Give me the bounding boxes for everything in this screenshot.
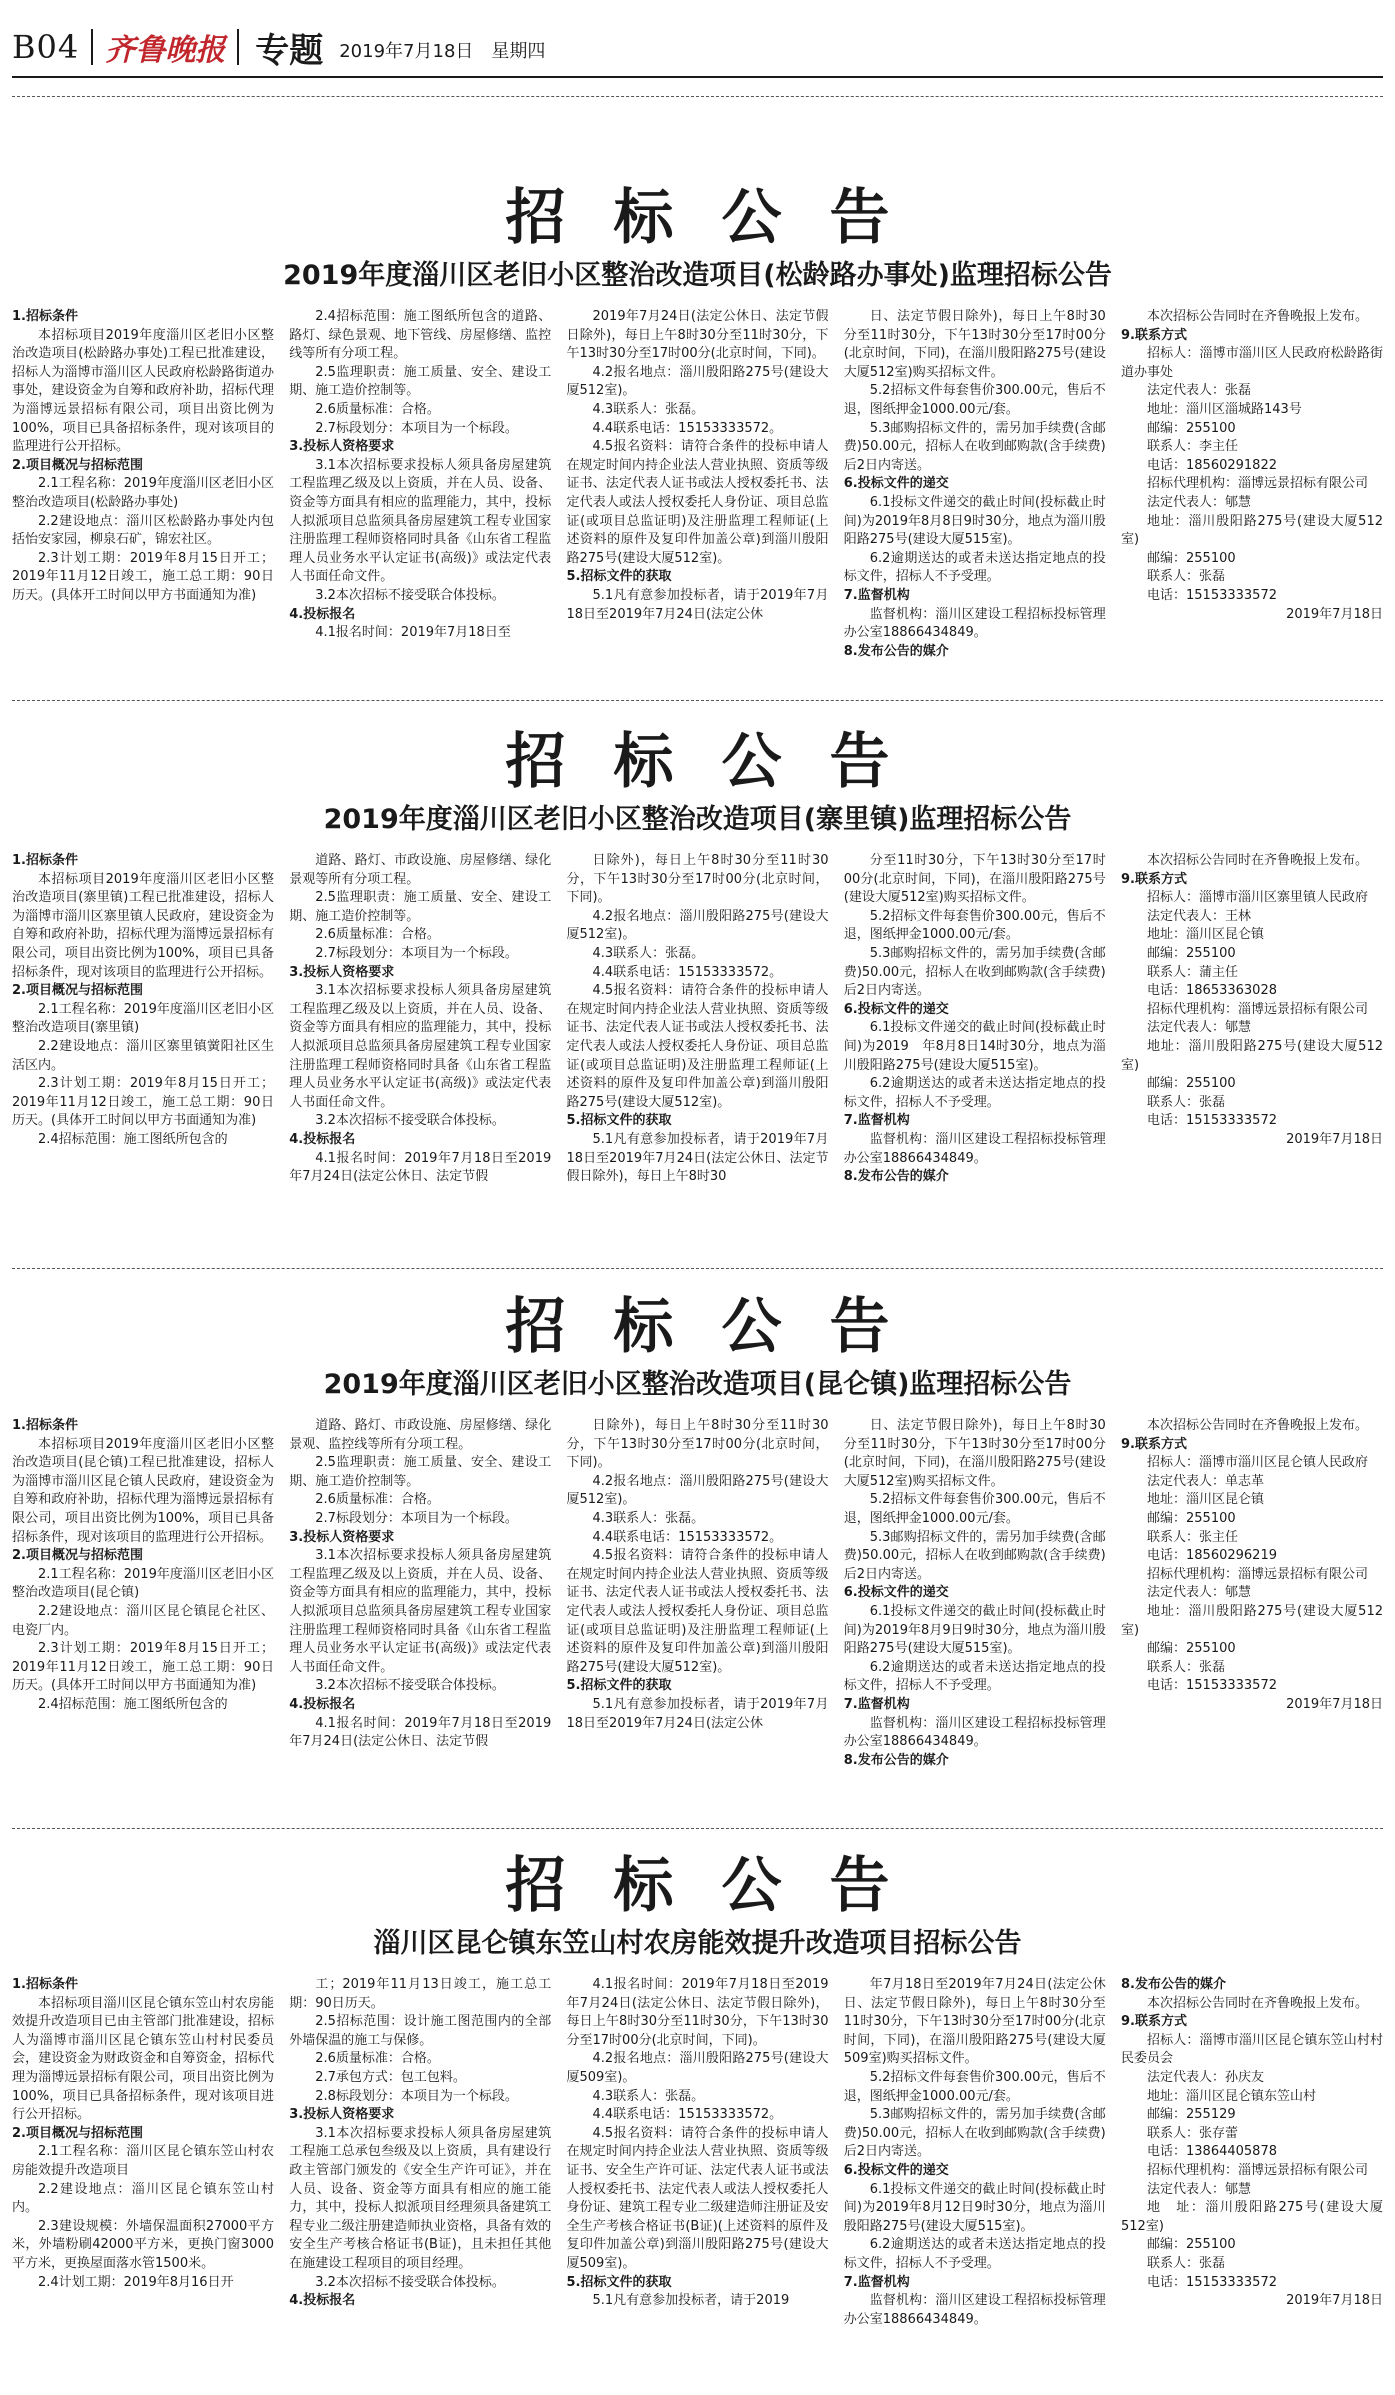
paragraph: 邮编：255100 xyxy=(1147,945,1236,961)
paragraph: 联系人：张磊 xyxy=(1147,2255,1226,2271)
paragraph: 电话：15153333572 xyxy=(1147,1678,1277,1694)
notice-column xyxy=(844,308,1106,661)
notice-subtitle: 2019年度淄川区老旧小区整治改造项目(寨里镇)监理招标公告 xyxy=(323,804,1072,835)
paragraph: 联系人：张磊 xyxy=(1147,1659,1226,1675)
divider xyxy=(237,29,239,65)
notice-date: 2019年7月18日 xyxy=(1286,1131,1383,1147)
notice-column xyxy=(567,1417,829,1770)
paragraph: 2.2建设地点：淄川区昆仑镇东笠山村内。 xyxy=(12,2181,274,2216)
paragraph: 邮编：255100 xyxy=(1147,550,1236,566)
paragraph: 2.2建设地点：淄川区松龄路办事处内包括怡安家园，柳泉石矿，锦宏社区。 xyxy=(12,513,274,548)
section-heading: 2.项目概况与招标范围 xyxy=(12,1548,143,1564)
notice-column xyxy=(844,1976,1106,2329)
tender-notice xyxy=(12,176,1383,661)
paragraph: 法定代表人：郇慧 xyxy=(1147,1020,1252,1036)
paragraph: 监督机构：淄川区建设工程招标投标管理办公室18866434849。 xyxy=(843,606,1106,641)
section-heading: 7.监督机构 xyxy=(843,587,910,603)
section-heading: 1.招标条件 xyxy=(12,1977,78,1992)
notice-separator xyxy=(12,1268,1383,1269)
paragraph: 2.3建设规模：外墙保温面积27000平方米，外墙粉刷42000平方米，更换门窗3000平方米，更换屋面落水管1500米。 xyxy=(12,2218,274,2271)
section-heading: 6.投标文件的递交 xyxy=(843,476,949,492)
paragraph: 2019年7月24日(法定公休日、法定节假日除外)，每日上午8时30分至11时30分，下午13时30分至17时00分(北京时间，下同)。 xyxy=(566,309,829,362)
section-heading: 7.监督机构 xyxy=(843,1113,910,1129)
paragraph: 本次招标公告同时在齐鲁晚报上发布。 xyxy=(1147,853,1369,868)
notice-column xyxy=(289,1417,551,1770)
paragraph: 2.7标段划分：本项目为一个标段。 xyxy=(315,945,518,961)
notice-body xyxy=(12,1417,1383,1770)
paragraph: 地址：淄川区昆仑镇东笠山村 xyxy=(1147,2088,1317,2104)
paragraph: 2.7承包方式：包工包料。 xyxy=(315,2069,466,2085)
notice-date: 2019年7月18日 xyxy=(1286,2293,1383,2309)
paragraph: 邮编：255100 xyxy=(1147,420,1236,436)
paragraph: 5.1凡有意参加投标者，请于2019年7月18日至2019年7月24日(法定公休 xyxy=(566,587,829,622)
paragraph: 4.5报名资料：请符合条件的投标申请人在规定时间内持企业法人营业执照、资质等级证书、法定代表人证书或法人授权委托书、法定代表人或法人授权委托人身份证、项目总监证(或项目总监证明)及注册监理工程师证(上述资料的原件及复印件加盖公章)到淄川殷阳路275号(建设大厦512室)。 xyxy=(566,439,829,566)
paragraph: 2.3计划工期：2019年8月15日开工；2019年11月12日竣工，施工总工期：90日历天。(具体开工时间以甲方书面通知为准) xyxy=(12,1641,274,1694)
paragraph: 5.3邮购招标文件的，需另加手续费(含邮费)50.00元，招标人在收到邮购款(含手续费)后2日内寄送。 xyxy=(843,2107,1106,2160)
paragraph: 2.5监理职责：施工质量、安全、建设工期、施工造价控制等。 xyxy=(289,1455,552,1489)
paragraph: 2.1工程名称：2019年度淄川区老旧小区整治改造项目(昆仑镇) xyxy=(12,1566,274,1601)
paragraph: 联系人：张磊 xyxy=(1147,1094,1226,1110)
section-heading: 4.投标报名 xyxy=(289,1696,356,1712)
paragraph: 联系人：张存蕾 xyxy=(1147,2125,1239,2141)
divider xyxy=(91,29,93,65)
section-heading: 4.投标报名 xyxy=(289,2293,356,2309)
section-heading: 8.发布公告的媒介 xyxy=(843,1752,949,1768)
paragraph: 日、法定节假日除外)，每日上午8时30分至11时30分，下午13时30分至17时00分(北京时间，下同)，在淄川殷阳路275号(建设大厦512室)购买招标文件。 xyxy=(843,1418,1106,1489)
paragraph: 4.4联系电话：15153333572。 xyxy=(592,420,783,436)
paragraph: 4.4联系电话：15153333572。 xyxy=(592,1529,783,1545)
paragraph: 电话：15153333572 xyxy=(1147,2274,1277,2290)
paragraph: 监督机构：淄川区建设工程招标投标管理办公室18866434849。 xyxy=(843,2293,1106,2327)
paragraph: 招标代理机构：淄博远景招标有限公司 xyxy=(1147,1566,1369,1582)
section-heading: 5.招标文件的获取 xyxy=(566,1113,672,1129)
tender-notice xyxy=(12,1844,1383,2329)
notice-column xyxy=(844,1417,1106,1770)
paragraph: 年7月18日至2019年7月24日(法定公休日、法定节假日除外)，每日上午8时30分至11时30分，下午13时30分至17时00分(北京时间，下同)，在淄川殷阳路275号(建设大厦509室)购买招标文件。 xyxy=(843,1977,1106,2067)
paragraph: 4.5报名资料：请符合条件的投标申请人在规定时间内持企业法人营业执照、资质等级证书、法定代表人证书或法人授权委托书、法定代表人或法人授权委托人身份证、项目总监证(或项目总监证明)及注册监理工程师证(上述资料的原件及复印件加盖公章)到淄川殷阳路275号(建设大厦512室)。 xyxy=(566,983,829,1110)
notice-body xyxy=(12,1976,1383,2329)
paragraph: 6.1投标文件递交的截止时间(投标截止时间)为2019年8月9日9时30分，地点为淄川殷阳路275号(建设大厦515室)。 xyxy=(843,1603,1106,1657)
paragraph: 2.6质量标准：合格。 xyxy=(315,2051,440,2067)
paragraph: 联系人：李主任 xyxy=(1147,439,1239,455)
paragraph: 4.4联系电话：15153333572。 xyxy=(592,2107,783,2123)
paragraph: 地址：淄川殷阳路275号(建设大厦512室) xyxy=(1121,1603,1383,1638)
section-heading: 1.招标条件 xyxy=(12,853,78,868)
paragraph: 4.1报名时间：2019年7月18日至2019年7月24日(法定公休日、法定节假日除外)，每日上午8时30分至11时30分，下午13时30分至17时00分(北京时间，下同)。 xyxy=(566,1977,829,2048)
section-heading: 3.投标人资格要求 xyxy=(289,439,395,455)
notice-column xyxy=(12,1976,274,2329)
notice-headline: 招标公告 xyxy=(505,727,938,797)
paragraph: 5.2招标文件每套售价300.00元，售后不退，图纸押金1000.00元/套。 xyxy=(843,2069,1106,2104)
paragraph: 电话：15153333572 xyxy=(1147,587,1277,603)
paragraph: 道路、路灯、市政设施、房屋修缮、绿化景观、监控线等所有分项工程。 xyxy=(289,1418,552,1452)
section-heading: 1.招标条件 xyxy=(12,1418,78,1433)
section-heading: 2.项目概况与招标范围 xyxy=(12,457,143,473)
notice-body xyxy=(12,852,1383,1187)
section-heading: 8.发布公告的媒介 xyxy=(1121,1977,1226,1992)
paragraph: 邮编：255100 xyxy=(1147,2237,1236,2253)
paragraph: 法定代表人：单志革 xyxy=(1147,1473,1265,1489)
notice-subtitle: 2019年度淄川区老旧小区整治改造项目(松龄路办事处)监理招标公告 xyxy=(283,260,1112,291)
paragraph: 2.1工程名称：2019年度淄川区老旧小区整治改造项目(寨里镇) xyxy=(12,1001,274,1036)
paragraph: 本次招标公告同时在齐鲁晚报上发布。 xyxy=(1147,1995,1369,2011)
paragraph: 6.1投标文件递交的截止时间(投标截止时间)为2019 年8月8日14时30分，地点为淄川殷阳路275号(建设大厦515室)。 xyxy=(843,1020,1106,1073)
paragraph: 4.4联系电话：15153333572。 xyxy=(592,964,783,980)
paragraph: 2.1工程名称：2019年度淄川区老旧小区整治改造项目(松龄路办事处) xyxy=(12,476,274,510)
paragraph: 邮编：255100 xyxy=(1147,1641,1236,1657)
paragraph: 2.4招标范围：施工图纸所包含的道路、路灯、绿色景观、地下管线、房屋修缮、监控线等所有分项工程。 xyxy=(289,309,552,362)
section-heading: 6.投标文件的递交 xyxy=(843,1001,949,1017)
paragraph: 4.3联系人：张磊。 xyxy=(592,2088,705,2104)
paragraph: 2.5监理职责：施工质量、安全、建设工期、施工造价控制等。 xyxy=(289,364,552,399)
paragraph: 招标人：淄博市淄川区寨里镇人民政府 xyxy=(1147,890,1369,906)
notice-headline: 招标公告 xyxy=(505,1851,938,1921)
paragraph: 邮编：255100 xyxy=(1147,1076,1236,1092)
notice-column xyxy=(289,852,551,1187)
notice-column xyxy=(1121,852,1383,1187)
paragraph: 2.1工程名称：淄川区昆仑镇东笠山村农房能效提升改造项目 xyxy=(12,2144,274,2178)
paragraph: 2.8标段划分：本项目为一个标段。 xyxy=(315,2088,518,2104)
paragraph: 5.1凡有意参加投标者，请于2019 xyxy=(592,2293,790,2309)
paragraph: 5.1凡有意参加投标者，请于2019年7月18日至2019年7月24日(法定公休日、法定节假日除外)，每日上午8时30 xyxy=(566,1131,829,1185)
notice-column xyxy=(567,308,829,661)
paragraph: 招标代理机构：淄博远景招标有限公司 xyxy=(1147,476,1369,492)
notice-column xyxy=(12,1417,274,1770)
paragraph: 招标人：淄博市淄川区人民政府松龄路街道办事处 xyxy=(1121,346,1383,380)
paragraph: 4.3联系人：张磊。 xyxy=(592,945,705,961)
notice-column xyxy=(289,308,551,661)
section-heading: 9.联系方式 xyxy=(1121,2014,1187,2030)
paragraph: 5.3邮购招标文件的，需另加手续费(含邮费)50.00元，招标人在收到邮购款(含手续费)后2日内寄送。 xyxy=(843,1529,1106,1582)
section-heading: 8.发布公告的媒介 xyxy=(843,643,949,659)
paragraph: 法定代表人：郇慧 xyxy=(1147,1585,1252,1601)
paragraph: 3.1本次招标要求投标人须具备房屋建筑工程施工总承包叁级及以上资质，具有建设行政主管部门颁发的《安全生产许可证》，并在人员、设备、资金等方面具有相应的施工能力，其中，投标人拟派项目经理须具备建筑工程专业二级注册建造师执业资格，具备有效的安全生产考核合格证书(B证)，且未担任其他在施建设工程项目的项目经理。 xyxy=(289,2125,552,2271)
paragraph: 2.6质量标准：合格。 xyxy=(315,927,440,943)
paragraph: 地址：淄川殷阳路275号(建设大厦512室) xyxy=(1121,513,1383,548)
paragraph: 法定代表人：郇慧 xyxy=(1147,2181,1252,2197)
paragraph: 本次招标公告同时在齐鲁晚报上发布。 xyxy=(1147,309,1369,324)
paragraph: 招标代理机构：淄博远景招标有限公司 xyxy=(1147,1001,1369,1017)
paragraph: 2.2建设地点：淄川区昆仑镇昆仑社区、电瓷厂内。 xyxy=(12,1603,274,1638)
section-heading: 9.联系方式 xyxy=(1121,327,1187,343)
paragraph: 5.3邮购招标文件的，需另加手续费(含邮费)50.00元，招标人在收到邮购款(含手续费)后2日内寄送。 xyxy=(843,945,1106,999)
paragraph: 3.2本次招标不接受联合体投标。 xyxy=(315,587,505,603)
paragraph: 日除外)，每日上午8时30分至11时30分，下午13时30分至17时00分(北京时间，下同)。 xyxy=(566,853,829,906)
paragraph: 法定代表人：孙庆友 xyxy=(1147,2069,1265,2085)
notice-date: 2019年7月18日 xyxy=(1286,606,1383,622)
masthead xyxy=(12,22,1383,72)
section-heading: 6.投标文件的递交 xyxy=(843,2162,949,2178)
paragraph: 地 址：淄川殷阳路275号(建设大厦512室) xyxy=(1121,2200,1383,2234)
paragraph: 4.2报名地点：淄川殷阳路275号(建设大厦512室)。 xyxy=(566,1473,829,1508)
section-heading: 2.项目概况与招标范围 xyxy=(12,2125,143,2141)
notice-column xyxy=(1121,308,1383,661)
paragraph: 3.2本次招标不接受联合体投标。 xyxy=(315,1113,505,1129)
section-heading: 1.招标条件 xyxy=(12,309,78,324)
paragraph: 地址：淄川殷阳路275号(建设大厦512室) xyxy=(1121,1038,1383,1073)
section-heading: 6.投标文件的递交 xyxy=(843,1585,949,1601)
notice-column xyxy=(1121,1976,1383,2329)
paragraph: 地址：淄川区淄城路143号 xyxy=(1147,401,1302,417)
paragraph: 电话：13864405878 xyxy=(1147,2144,1277,2160)
paragraph: 4.3联系人：张磊。 xyxy=(592,1510,705,1526)
paragraph: 5.2招标文件每套售价300.00元，售后不退，图纸押金1000.00元/套。 xyxy=(843,908,1106,943)
notice-separator xyxy=(12,96,1383,97)
paragraph: 4.2报名地点：淄川殷阳路275号(建设大厦512室)。 xyxy=(566,364,829,399)
paragraph: 5.3邮购招标文件的，需另加手续费(含邮费)50.00元，招标人在收到邮购款(含手续费)后2日内寄送。 xyxy=(843,420,1106,473)
section-heading: 3.投标人资格要求 xyxy=(289,1529,395,1545)
section-heading: 5.招标文件的获取 xyxy=(566,1678,672,1694)
paragraph: 5.2招标文件每套售价300.00元，售后不退，图纸押金1000.00元/套。 xyxy=(843,383,1106,417)
notice-subtitle: 淄川区昆仑镇东笠山村农房能效提升改造项目招标公告 xyxy=(373,1928,1022,1959)
masthead-rule xyxy=(12,76,1383,78)
paragraph: 道路、路灯、市政设施、房屋修缮、绿化景观等所有分项工程。 xyxy=(289,853,552,887)
paragraph: 法定代表人：王林 xyxy=(1147,908,1252,924)
paragraph: 2.6质量标准：合格。 xyxy=(315,401,440,417)
section-heading: 3.投标人资格要求 xyxy=(289,964,395,980)
notice-separator xyxy=(12,700,1383,701)
paragraph: 电话：18560291822 xyxy=(1147,457,1277,473)
paragraph: 4.5报名资料：请符合条件的投标申请人在规定时间内持企业法人营业执照、资质等级证书、法定代表人证书或法人授权委托书、法定代表人或法人授权委托人身份证、项目总监证(或项目总监证明)及注册监理工程师证(上述资料的原件及复印件加盖公章)到淄川殷阳路275号(建设大厦512室)。 xyxy=(566,1548,829,1675)
paragraph: 6.1投标文件递交的截止时间(投标截止时间)为2019年8月12日9时30分，地点为淄川殷阳路275号(建设大厦515室)。 xyxy=(843,2181,1106,2234)
section-heading: 9.联系方式 xyxy=(1121,1436,1187,1452)
notice-body xyxy=(12,308,1383,661)
section-heading: 4.投标报名 xyxy=(289,1131,356,1147)
notice-headline: 招标公告 xyxy=(505,183,938,253)
paragraph: 4.1报名时间：2019年7月18日至2019年7月24日(法定公休日、法定节假 xyxy=(289,1150,552,1185)
notice-column xyxy=(1121,1417,1383,1770)
paragraph: 4.1报名时间：2019年7月18日至2019年7月24日(法定公休日、法定节假 xyxy=(289,1715,552,1750)
notice-separator xyxy=(12,1828,1383,1829)
tender-notice xyxy=(12,720,1383,1187)
section-heading: 5.招标文件的获取 xyxy=(566,569,672,585)
section-heading: 9.联系方式 xyxy=(1121,871,1187,887)
paragraph: 6.2逾期送达的或者未送达指定地点的投标文件，招标人不予受理。 xyxy=(843,1076,1106,1110)
paragraph: 法定代表人：郇慧 xyxy=(1147,494,1252,510)
paragraph: 4.5报名资料：请符合条件的投标申请人在规定时间内持企业法人营业执照、资质等级证书、安全生产许可证、法定代表人证书或法人授权委托书、法定代表人或法人授权委托人身份证、建筑工程专业二级建造师注册证及安全生产考核合格证书(B证)(上述资料的原件及复印件加盖公章)到淄川殷阳路275号(建设大厦509室)。 xyxy=(566,2125,829,2271)
notice-column xyxy=(289,1976,551,2329)
paragraph: 2.7标段划分：本项目为一个标段。 xyxy=(315,1510,518,1526)
paragraph: 地址：淄川区昆仑镇 xyxy=(1147,927,1265,943)
section-heading: 7.监督机构 xyxy=(843,1696,910,1712)
notice-subtitle: 2019年度淄川区老旧小区整治改造项目(昆仑镇)监理招标公告 xyxy=(323,1369,1072,1400)
section-heading: 2.项目概况与招标范围 xyxy=(12,983,143,999)
notice-column xyxy=(567,1976,829,2329)
paragraph: 2.2建设地点：淄川区寨里镇黉阳社区生活区内。 xyxy=(12,1038,274,1073)
notice-column xyxy=(12,852,274,1187)
paragraph: 4.1报名时间：2019年7月18日至 xyxy=(315,625,511,641)
paragraph: 5.2招标文件每套售价300.00元，售后不退，图纸押金1000.00元/套。 xyxy=(843,1492,1106,1526)
paragraph: 监督机构：淄川区建设工程招标投标管理办公室18866434849。 xyxy=(843,1131,1106,1166)
paragraph: 3.1本次招标要求投标人须具备房屋建筑工程监理乙级及以上资质，并在人员、设备、资金等方面具有相应的监理能力，其中，投标人拟派项目总监须具备房屋建筑工程专业国家注册监理工程师资格同时具备《山东省工程监理人员业务水平认定证书(高级)》或法定代表人书面任命文件。 xyxy=(289,457,552,585)
paragraph: 招标人：淄博市淄川区昆仑镇东笠山村村民委员会 xyxy=(1121,2032,1383,2067)
paragraph: 3.1本次招标要求投标人须具备房屋建筑工程监理乙级及以上资质，并在人员、设备、资金等方面具有相应的监理能力，其中，投标人拟派项目总监须具备房屋建筑工程专业国家注册监理工程师资格同时具备《山东省工程监理人员业务水平认定证书(高级)》或法定代表人书面任命文件。 xyxy=(289,983,552,1110)
paragraph: 本招标项目2019年度淄川区老旧小区整治改造项目(松龄路办事处)工程已批准建设，招标人为淄博市淄川区人民政府松龄路街道办事处，建设资金为自筹和政府补助，招标代理为淄博远景招标有限公司，项目出资比例为100%，项目已具备招标条件，现对该项目的监理进行公开招标。 xyxy=(12,327,274,455)
notice-column xyxy=(12,308,274,661)
paragraph: 日除外)，每日上午8时30分至11时30分，下午13时30分至17时00分(北京时间，下同)。 xyxy=(566,1418,829,1471)
paragraph: 5.1凡有意参加投标者，请于2019年7月18日至2019年7月24日(法定公休 xyxy=(566,1696,829,1731)
issue-date: 2019年7月18日 星期四 xyxy=(339,41,546,62)
paragraph: 6.2逾期送达的或者未送达指定地点的投标文件，招标人不予受理。 xyxy=(843,2237,1106,2271)
paragraph: 2.7标段划分：本项目为一个标段。 xyxy=(315,420,518,436)
paragraph: 招标代理机构：淄博远景招标有限公司 xyxy=(1147,2162,1369,2178)
paragraph: 3.1本次招标要求投标人须具备房屋建筑工程监理乙级及以上资质，并在人员、设备、资金等方面具有相应的监理能力，其中，投标人拟派项目总监须具备房屋建筑工程专业国家注册监理工程师资格同时具备《山东省工程监理人员业务水平认定证书(高级)》或法定代表人书面任命文件。 xyxy=(289,1548,552,1675)
notice-column xyxy=(844,852,1106,1187)
paragraph: 邮编：255129 xyxy=(1147,2107,1236,2123)
paragraph: 4.2报名地点：淄川殷阳路275号(建设大厦512室)。 xyxy=(566,908,829,943)
paragraph: 电话：18560296219 xyxy=(1147,1548,1277,1564)
paragraph: 本次招标公告同时在齐鲁晚报上发布。 xyxy=(1147,1418,1369,1433)
paragraph: 2.5监理职责：施工质量、安全、建设工期、施工造价控制等。 xyxy=(289,890,552,924)
paragraph: 6.2逾期送达的或者未送达指定地点的投标文件，招标人不予受理。 xyxy=(843,550,1106,585)
paragraph: 分至11时30分，下午13时30分至17时00分(北京时间，下同)，在淄川殷阳路275号(建设大厦512室)购买招标文件。 xyxy=(843,853,1106,906)
section-heading: 5.招标文件的获取 xyxy=(566,2274,672,2290)
newspaper-logo: 齐鲁晚报 xyxy=(105,33,226,68)
paragraph: 本招标项目2019年度淄川区老旧小区整治改造项目(寨里镇)工程已批准建设，招标人为淄博市淄川区寨里镇人民政府，建设资金为自筹和政府补助，招标代理为淄博远景招标有限公司，项目出资比例为100%，项目已具备招标条件，现对该项目的监理进行公开招标。 xyxy=(12,871,274,980)
paragraph: 2.4计划工期：2019年8月16日开 xyxy=(38,2274,234,2290)
paragraph: 4.3联系人：张磊。 xyxy=(592,401,705,417)
paragraph: 邮编：255100 xyxy=(1147,1510,1236,1526)
section-heading: 4.投标报名 xyxy=(289,606,356,622)
notice-date: 2019年7月18日 xyxy=(1286,1696,1383,1712)
notice-headline: 招标公告 xyxy=(505,1292,938,1362)
page-number: B04 xyxy=(12,28,80,66)
paragraph: 地址：淄川区昆仑镇 xyxy=(1147,1492,1265,1508)
paragraph: 4.2报名地点：淄川殷阳路275号(建设大厦509室)。 xyxy=(566,2051,829,2085)
paragraph: 联系人：张磊 xyxy=(1147,569,1226,585)
paragraph: 招标人：淄博市淄川区昆仑镇人民政府 xyxy=(1147,1455,1369,1471)
paragraph: 电话：15153333572 xyxy=(1147,1113,1277,1129)
paragraph: 6.1投标文件递交的截止时间(投标截止时间)为2019年8月8日9时30分，地点为淄川殷阳路275号(建设大厦515室)。 xyxy=(843,494,1106,548)
paragraph: 6.2逾期送达的或者未送达指定地点的投标文件，招标人不予受理。 xyxy=(843,1659,1106,1694)
paragraph: 3.2本次招标不接受联合体投标。 xyxy=(315,1678,505,1694)
paragraph: 2.4招标范围：施工图纸所包含的 xyxy=(38,1131,228,1147)
paragraph: 工；2019年11月13日竣工，施工总工期：90日历天。 xyxy=(289,1977,552,2011)
paragraph: 2.5招标范围：设计施工图范围内的全部外墙保温的施工与保修。 xyxy=(289,2014,552,2048)
section-name: 专题 xyxy=(255,30,324,71)
paragraph: 3.2本次招标不接受联合体投标。 xyxy=(315,2274,505,2290)
section-heading: 8.发布公告的媒介 xyxy=(843,1169,949,1185)
paragraph: 2.3计划工期：2019年8月15日开工；2019年11月12日竣工，施工总工期：90日历天。(具体开工时间以甲方书面通知为准) xyxy=(12,1076,274,1129)
section-heading: 7.监督机构 xyxy=(843,2274,910,2290)
paragraph: 本招标项目淄川区昆仑镇东笠山村农房能效提升改造项目已由主管部门批准建设，招标人为淄博市淄川区昆仑镇东笠山村村民委员会，建设资金为财政资金和自筹资金，招标代理为淄博远景招标有限公司，项目出资比例为100%，项目已具备招标条件，现对该项目进行公开招标。 xyxy=(12,1995,274,2123)
paragraph: 联系人：张主任 xyxy=(1147,1529,1239,1545)
paragraph: 2.3计划工期：2019年8月15日开工；2019年11月12日竣工，施工总工期：90日历天。(具体开工时间以甲方书面通知为准) xyxy=(12,550,274,603)
paragraph: 日、法定节假日除外)，每日上午8时30分至11时30分，下午13时30分至17时00分(北京时间，下同)，在淄川殷阳路275号(建设大厦512室)购买招标文件。 xyxy=(843,309,1106,380)
paragraph: 2.4招标范围：施工图纸所包含的 xyxy=(38,1696,228,1712)
paragraph: 法定代表人：张磊 xyxy=(1147,383,1252,399)
paragraph: 监督机构：淄川区建设工程招标投标管理办公室18866434849。 xyxy=(843,1715,1106,1750)
paragraph: 电话：18653363028 xyxy=(1147,983,1277,999)
paragraph: 联系人：蒲主任 xyxy=(1147,964,1239,980)
paragraph: 2.6质量标准：合格。 xyxy=(315,1492,440,1508)
paragraph: 本招标项目2019年度淄川区老旧小区整治改造项目(昆仑镇)工程已批准建设，招标人为淄博市淄川区昆仑镇人民政府，建设资金为自筹和政府补助，招标代理为淄博远景招标有限公司，项目出资比例为100%，项目已具备招标条件，现对该项目的监理进行公开招标。 xyxy=(12,1436,274,1545)
section-heading: 3.投标人资格要求 xyxy=(289,2107,395,2123)
tender-notice xyxy=(12,1285,1383,1770)
notice-column xyxy=(567,852,829,1187)
